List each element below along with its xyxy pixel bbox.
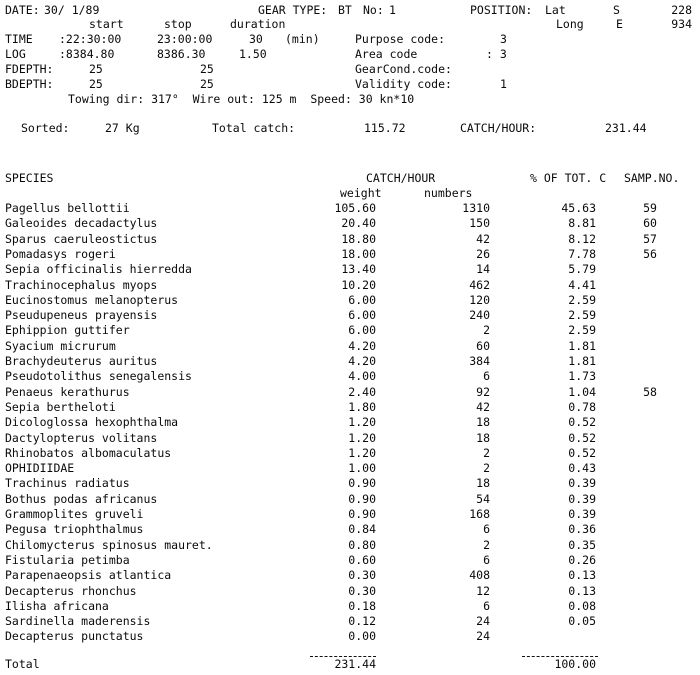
catch-weight: 1.20 (348, 415, 376, 429)
catch-numbers: 12 (476, 584, 490, 598)
species-name: Eucinostomus melanopterus (5, 293, 179, 307)
species-name: Galeoides decadactylus (5, 216, 158, 230)
pct-of-total: 0.39 (568, 476, 596, 490)
time-duration: 30 (249, 32, 263, 46)
time-unit: (min) (285, 32, 320, 46)
catch-numbers: 1310 (462, 201, 490, 215)
pct-of-total: 4.41 (568, 278, 596, 292)
catch-numbers: 42 (476, 400, 490, 414)
sample-number: 58 (643, 385, 657, 399)
sorted-label: Sorted: (21, 121, 70, 135)
lat-value: 228 (671, 3, 692, 17)
catch-numbers: 408 (469, 568, 490, 582)
catch-weight: 4.20 (348, 339, 376, 353)
catch-numbers: 6 (483, 369, 490, 383)
col-samp-header: SAMP.NO. (624, 171, 680, 185)
pct-of-total: 8.12 (568, 232, 596, 246)
sorted-value: 27 Kg (105, 121, 140, 135)
pct-of-total: 0.36 (568, 522, 596, 536)
catch-weight: 0.90 (348, 492, 376, 506)
catch-numbers: 18 (476, 476, 490, 490)
pct-of-total: 1.73 (568, 369, 596, 383)
pct-of-total: 0.52 (568, 446, 596, 460)
catch-weight: 1.80 (348, 400, 376, 414)
species-name: Trachinocephalus myops (5, 278, 158, 292)
catch-weight: 1.00 (348, 461, 376, 475)
pct-of-total: 7.78 (568, 247, 596, 261)
species-name: Parapenaeopsis atlantica (5, 568, 172, 582)
catch-weight: 18.00 (341, 247, 376, 261)
total-label: Total (5, 657, 40, 671)
species-name: Syacium micrurum (5, 339, 116, 353)
catch-weight: 6.00 (348, 323, 376, 337)
area-code-label: Area code (355, 47, 418, 61)
long-label: Long (556, 17, 584, 31)
fdepth-stop: 25 (200, 62, 214, 76)
catch-weight: 105.60 (334, 201, 376, 215)
fdepth-label: FDEPTH: (5, 62, 54, 76)
species-name: Dicologlossa hexophthalma (5, 415, 179, 429)
catch-numbers: 60 (476, 339, 490, 353)
catch-hour-label: CATCH/HOUR: (460, 121, 537, 135)
catch-numbers: 150 (469, 216, 490, 230)
time-start: :22:30:00 (59, 32, 122, 46)
catch-weight: 10.20 (341, 278, 376, 292)
catch-numbers: 42 (476, 232, 490, 246)
catch-numbers: 6 (483, 522, 490, 536)
catch-numbers: 2 (483, 461, 490, 475)
pct-of-total: 0.78 (568, 400, 596, 414)
sample-number: 56 (643, 247, 657, 261)
area-code-value: : 3 (486, 47, 507, 61)
total-catch-value: 115.72 (364, 121, 406, 135)
purpose-code-value: 3 (500, 32, 507, 46)
pct-of-total: 2.59 (568, 308, 596, 322)
species-name: Grammoplites gruveli (5, 507, 144, 521)
col-stop-label: stop (164, 17, 192, 31)
catch-weight: 0.12 (348, 614, 376, 628)
catch-numbers: 6 (483, 599, 490, 613)
catch-weight: 0.90 (348, 476, 376, 490)
bdepth-label: BDEPTH: (5, 77, 54, 91)
total-catch-label: Total catch: (212, 121, 296, 135)
fdepth-start: 25 (89, 62, 103, 76)
species-name: Sepia officinalis hierredda (5, 262, 192, 276)
pct-of-total: 0.08 (568, 599, 596, 613)
col-duration-label: duration (230, 17, 286, 31)
catch-weight: 2.40 (348, 385, 376, 399)
species-name: Pagellus bellottii (5, 201, 130, 215)
species-name: Trachinus radiatus (5, 476, 130, 490)
species-name: Penaeus kerathurus (5, 385, 130, 399)
species-name: Pomadasys rogeri (5, 247, 116, 261)
catch-hour-value: 231.44 (605, 121, 647, 135)
pct-of-total: 0.43 (568, 461, 596, 475)
species-name: Chilomycterus spinosus mauret. (5, 538, 213, 552)
catch-numbers: 120 (469, 293, 490, 307)
log-label: LOG (5, 47, 26, 61)
purpose-code-label: Purpose code: (355, 32, 446, 46)
sample-number: 59 (643, 201, 657, 215)
col-weight-subheader: weight (340, 186, 382, 200)
species-name: Sardinella maderensis (5, 614, 151, 628)
catch-weight: 18.80 (341, 232, 376, 246)
validity-code-label: Validity code: (355, 77, 452, 91)
col-catch-hour-header: CATCH/HOUR (366, 171, 436, 185)
date-value: 30/ 1/89 (44, 3, 100, 17)
pct-of-total: 0.05 (568, 614, 596, 628)
pct-of-total: 0.13 (568, 584, 596, 598)
species-name: Ilisha africana (5, 599, 109, 613)
catch-numbers: 240 (469, 308, 490, 322)
catch-weight: 0.60 (348, 553, 376, 567)
catch-numbers: 54 (476, 492, 490, 506)
catch-weight: 1.20 (348, 446, 376, 460)
species-name: Decapterus rhonchus (5, 584, 137, 598)
catch-weight: 20.40 (341, 216, 376, 230)
pct-of-total: 1.04 (568, 385, 596, 399)
catch-weight: 6.00 (348, 293, 376, 307)
catch-numbers: 18 (476, 431, 490, 445)
catch-weight: 0.18 (348, 599, 376, 613)
pct-of-total: 8.81 (568, 216, 596, 230)
time-stop: 23:00:00 (157, 32, 213, 46)
sample-number: 60 (643, 216, 657, 230)
lat-hemisphere: S (613, 3, 620, 17)
pct-of-total: 1.81 (568, 354, 596, 368)
towing-info-line: Towing dir: 317° Wire out: 125 m Speed: 30 kn*10 (68, 92, 415, 106)
catch-numbers: 18 (476, 415, 490, 429)
catch-weight: 4.00 (348, 369, 376, 383)
species-name: Pseudupeneus prayensis (5, 308, 158, 322)
pct-of-total: 5.79 (568, 262, 596, 276)
catch-numbers: 168 (469, 507, 490, 521)
species-name: Bothus podas africanus (5, 492, 158, 506)
catch-numbers: 24 (476, 629, 490, 643)
catch-weight: 4.20 (348, 354, 376, 368)
bdepth-start: 25 (89, 77, 103, 91)
catch-numbers: 6 (483, 553, 490, 567)
pct-of-total: 0.35 (568, 538, 596, 552)
sample-number: 57 (643, 232, 657, 246)
pct-of-total: 0.52 (568, 415, 596, 429)
pct-of-total: 0.39 (568, 492, 596, 506)
lat-label: Lat (545, 3, 566, 17)
catch-numbers: 462 (469, 278, 490, 292)
species-name: Fistularia petimba (5, 553, 130, 567)
catch-weight: 1.20 (348, 431, 376, 445)
species-name: Sepia bertheloti (5, 400, 116, 414)
gear-no-label: No: (363, 3, 384, 17)
species-name: Brachydeuterus auritus (5, 354, 158, 368)
col-numbers-subheader: numbers (424, 186, 473, 200)
catch-weight: 0.00 (348, 629, 376, 643)
time-label: TIME (5, 32, 33, 46)
position-label: POSITION: (470, 3, 533, 17)
catch-numbers: 2 (483, 538, 490, 552)
gear-no-value: 1 (389, 3, 396, 17)
log-start: :8384.80 (59, 47, 115, 61)
long-value: 934 (671, 17, 692, 31)
species-name: Dactylopterus volitans (5, 431, 158, 445)
pct-of-total: 2.59 (568, 293, 596, 307)
catch-weight: 0.80 (348, 538, 376, 552)
catch-weight: 0.30 (348, 568, 376, 582)
species-name: Sparus caeruleostictus (5, 232, 158, 246)
species-name: OPHIDIIDAE (5, 461, 75, 475)
gearcond-code-label: GearCond.code: (355, 62, 452, 76)
pct-of-total: 0.26 (568, 553, 596, 567)
long-hemisphere: E (616, 17, 623, 31)
gear-type-label: GEAR TYPE: (258, 3, 328, 17)
total-weight: 231.44 (334, 657, 376, 671)
catch-numbers: 14 (476, 262, 490, 276)
species-name: Pegusa triophthalmus (5, 522, 144, 536)
col-start-label: start (89, 17, 124, 31)
species-name: Ephippion guttifer (5, 323, 130, 337)
col-species-header: SPECIES (5, 171, 54, 185)
catch-numbers: 92 (476, 385, 490, 399)
col-pct-header: % OF TOT. C (530, 171, 607, 185)
pct-of-total: 45.63 (561, 201, 596, 215)
pct-of-total: 0.13 (568, 568, 596, 582)
gear-type-value: BT (338, 3, 352, 17)
catch-numbers: 2 (483, 323, 490, 337)
catch-numbers: 2 (483, 446, 490, 460)
species-name: Decapterus punctatus (5, 629, 144, 643)
catch-numbers: 384 (469, 354, 490, 368)
pct-of-total: 0.52 (568, 431, 596, 445)
species-name: Rhinobatos albomaculatus (5, 446, 172, 460)
pct-of-total: 0.39 (568, 507, 596, 521)
date-label: DATE: (5, 3, 40, 17)
pct-of-total: 2.59 (568, 323, 596, 337)
total-pct: 100.00 (554, 657, 596, 671)
catch-weight: 0.90 (348, 507, 376, 521)
catch-numbers: 26 (476, 247, 490, 261)
catch-weight: 6.00 (348, 308, 376, 322)
catch-weight: 0.84 (348, 522, 376, 536)
bdepth-stop: 25 (200, 77, 214, 91)
catch-weight: 13.40 (341, 262, 376, 276)
validity-code-value: 1 (500, 77, 507, 91)
pct-of-total: 1.81 (568, 339, 596, 353)
log-stop: 8386.30 (157, 47, 206, 61)
catch-numbers: 24 (476, 614, 490, 628)
log-duration: 1.50 (239, 47, 267, 61)
species-name: Pseudotolithus senegalensis (5, 369, 192, 383)
catch-weight: 0.30 (348, 584, 376, 598)
